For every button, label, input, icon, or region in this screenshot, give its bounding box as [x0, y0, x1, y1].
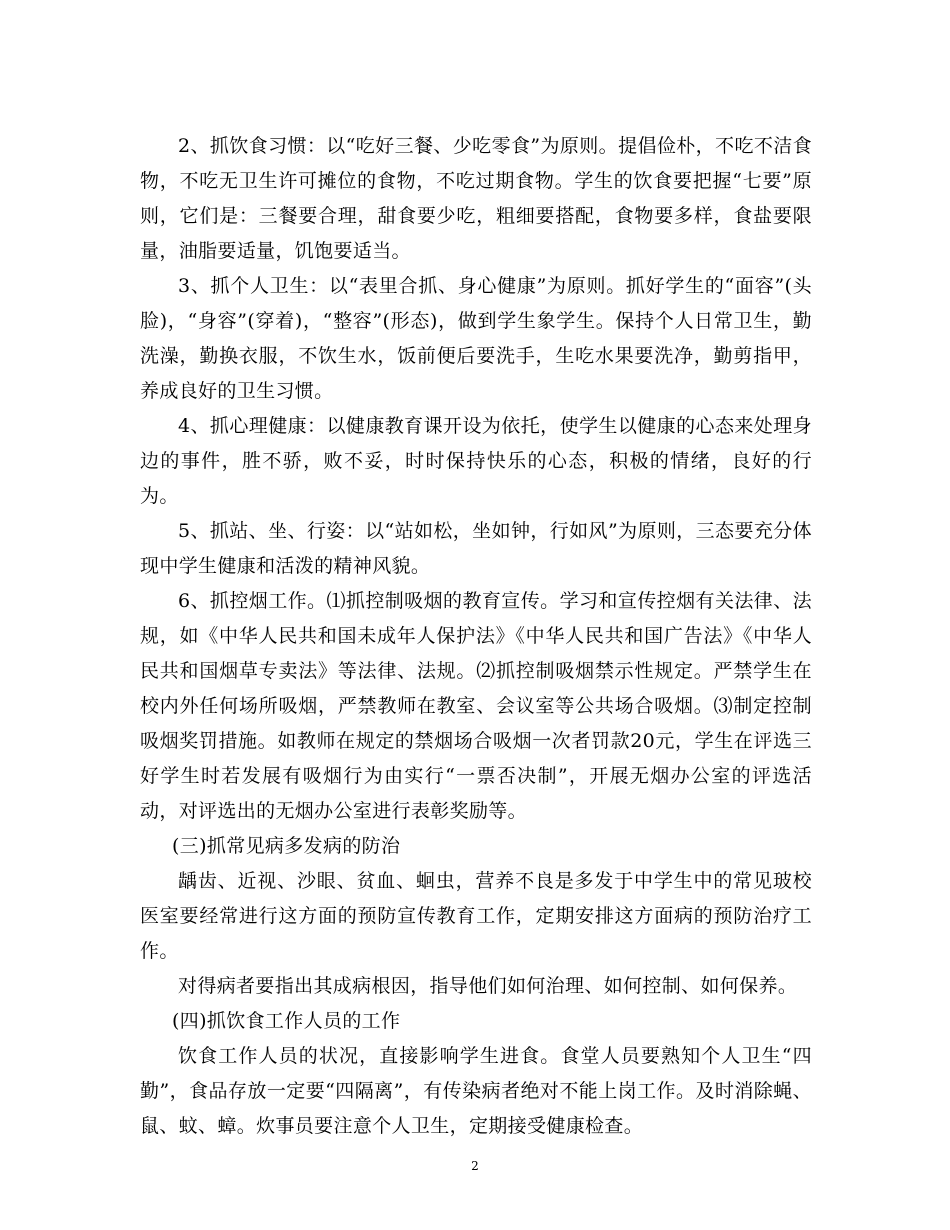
paragraph-posture: 5、抓站、坐、行姿：以“站如松，坐如钟，行如风”为原则，三态要充分体现中学生健康和活泼的精神风貌。 — [140, 520, 812, 577]
paragraph-food-staff: 饮食工作人员的状况，直接影响学生进食。食堂人员要熟知个人卫生“四勤”，食品存放一定要“四隔离”，有传染病者绝对不能上岗工作。及时消除蝇、鼠、蚊、蟑。炊事员要注意个人卫生，定期接受健康检查。 — [140, 1045, 812, 1137]
paragraph-common-diseases: 龋齿、近视、沙眼、贫血、蛔虫，营养不良是多发于中学生中的常见玻校医室要经常进行这方面的预防宣传教育工作，定期安排这方面病的预防治疗工作。 — [140, 870, 812, 962]
paragraph-diet-habits: 2、抓饮食习惯：以“吃好三餐、少吃零食”为原则。提倡俭朴，不吃不洁食物，不吃无卫生许可摊位的食物，不吃过期食物。学生的饮食要把握“七要”原则，它们是：三餐要合理，甜食要少吃，粗细要搭配，食物要多样，食盐要限量，油脂要适量，饥饱要适当。 — [140, 135, 812, 262]
section-heading-disease-prevention: (三)抓常见病多发病的防治 — [172, 835, 401, 857]
paragraph-mental-health: 4、抓心理健康：以健康教育课开设为依托，使学生以健康的心态来处理身边的事件，胜不骄，败不妥，时时保持快乐的心态，积极的情绪，良好的行为。 — [140, 415, 812, 507]
section-heading-food-staff: (四)抓饮食工作人员的工作 — [172, 1010, 401, 1032]
paragraph-personal-hygiene: 3、抓个人卫生：以“表里合抓、身心健康”为原则。抓好学生的“面容”(头脸)，“身容”(穿着)，“整容”(形态)，做到学生象学生。保持个人日常卫生，勤洗澡，勤换衣服，不饮生水，饭前便后要洗手，生吃水果要洗净，勤剪指甲，养成良好的卫生习惯。 — [140, 275, 812, 402]
paragraph-smoking-control: 6、抓控烟工作。⑴抓控制吸烟的教育宣传。学习和宣传控烟有关法律、法规，如《中华人民共和国未成年人保护法》《中华人民共和国广告法》《中华人民共和国烟草专卖法》等法律、法规。⑵抓控制吸烟禁示性规定。严禁学生在校内外任何场所吸烟，严禁教师在教室、会议室等公共场合吸烟。⑶制定控制吸烟奖罚措施。如教师在规定的禁烟场合吸烟一次者罚款20元，学生在评选三好学生时若发展有吸烟行为由实行“一票否决制”，开展无烟办公室的评选活动，对评选出的无烟办公室进行表彰奖励等。 — [140, 590, 812, 822]
paragraph-patient-guidance: 对得病者要指出其成病根因，指导他们如何治理、如何控制、如何保养。 — [178, 975, 798, 997]
body-text — [140, 129, 812, 1144]
page-number: 2 — [471, 1159, 479, 1173]
